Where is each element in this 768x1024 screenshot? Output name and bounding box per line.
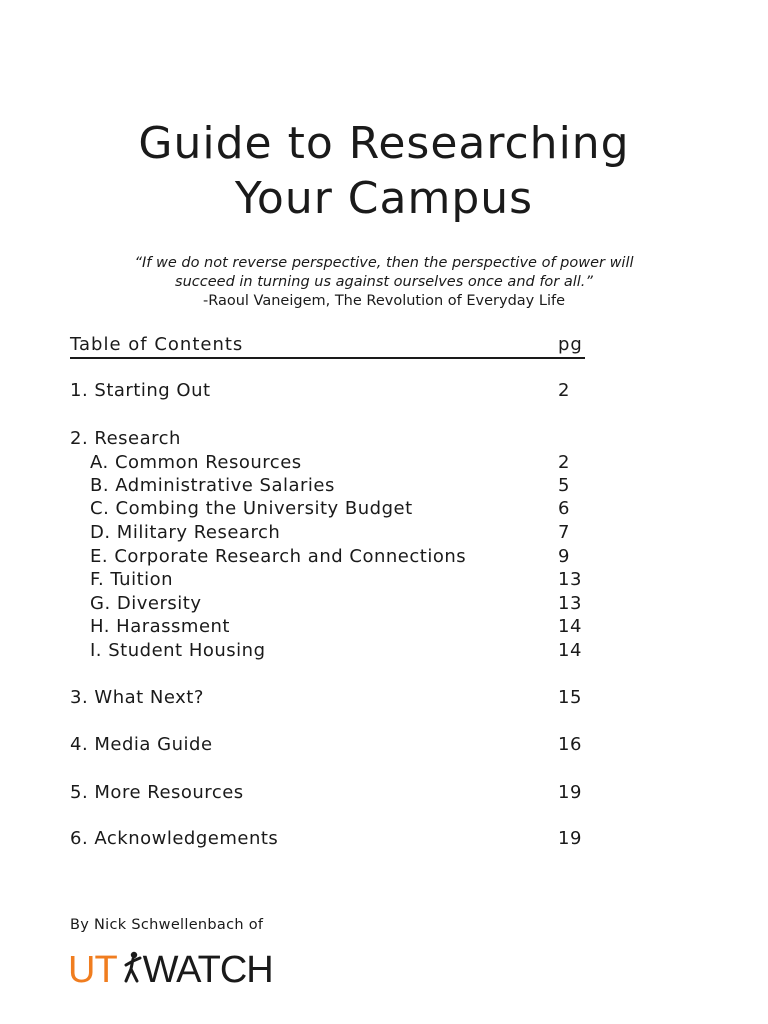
epigraph-quote-line-1: “If we do not reverse perspective, then the perspective of power will xyxy=(134,255,634,271)
toc-entry-label: D. Military Research xyxy=(90,522,281,543)
toc-entry-page: 7 xyxy=(558,522,570,543)
toc-entry xyxy=(0,380,768,402)
logo-ut-text: UT xyxy=(68,949,117,991)
toc-subentry xyxy=(0,498,768,520)
toc-entry-page: 13 xyxy=(558,569,582,590)
toc-entry-page: 9 xyxy=(558,546,570,567)
page-title xyxy=(0,116,768,226)
toc-entry-page: 14 xyxy=(558,616,582,637)
toc-entry-label: 4. Media Guide xyxy=(70,734,213,755)
toc-entry-page: 15 xyxy=(558,687,582,708)
epigraph-quote-line-2: succeed in turning us against ourselves once and for all.” xyxy=(175,274,593,290)
epigraph xyxy=(0,254,768,311)
toc-entry-label: 3. What Next? xyxy=(70,687,204,708)
toc-header xyxy=(70,333,585,359)
toc-subentry xyxy=(0,616,768,638)
toc-entry-label: F. Tuition xyxy=(90,569,174,590)
toc-entry-label: C. Combing the University Budget xyxy=(90,498,413,519)
toc-entry-page: 2 xyxy=(558,380,570,401)
toc-subentry xyxy=(0,546,768,568)
toc-entry-page: 14 xyxy=(558,640,582,661)
toc-entry-label: 5. More Resources xyxy=(70,782,244,803)
epigraph-attribution: -Raoul Vaneigem, The Revolution of Everyday Life xyxy=(202,293,566,309)
toc-entry xyxy=(0,428,768,450)
marching-figure-icon xyxy=(123,950,143,984)
toc-entry xyxy=(0,687,768,709)
toc-entry-page: 16 xyxy=(558,734,582,755)
toc-subentry xyxy=(0,475,768,497)
toc-subentry xyxy=(0,522,768,544)
logo-watch-text: WATCH xyxy=(142,949,273,991)
toc-entry-label: 1. Starting Out xyxy=(70,380,211,401)
toc-heading: Table of Contents xyxy=(70,334,244,355)
toc-entry-page: 2 xyxy=(558,452,570,473)
ut-watch-logo xyxy=(68,950,273,990)
toc-entry-label: A. Common Resources xyxy=(90,452,302,473)
toc-entry xyxy=(0,734,768,756)
toc-entry-label: 6. Acknowledgements xyxy=(70,828,279,849)
toc-entry-page: 19 xyxy=(558,828,582,849)
toc-entry-label: I. Student Housing xyxy=(90,640,266,661)
toc-entry-page: 5 xyxy=(558,475,570,496)
toc-entry-label: 2. Research xyxy=(70,428,181,449)
toc-entry-label: E. Corporate Research and Connections xyxy=(90,546,467,567)
title-line-1: Guide to Researching xyxy=(138,118,630,169)
author-credit: By Nick Schwellenbach of xyxy=(70,917,264,933)
toc-entry-page: 19 xyxy=(558,782,582,803)
toc-entry xyxy=(0,828,768,850)
toc-entry-page: 6 xyxy=(558,498,570,519)
toc-entry-label: H. Harassment xyxy=(90,616,230,637)
toc-page-heading: pg xyxy=(558,334,583,355)
toc-subentry xyxy=(0,640,768,662)
toc-entry-label: B. Administrative Salaries xyxy=(90,475,335,496)
toc-subentry xyxy=(0,569,768,591)
toc-subentry xyxy=(0,593,768,615)
toc-entry xyxy=(0,782,768,804)
title-line-2: Your Campus xyxy=(234,173,534,224)
toc-entry-page: 13 xyxy=(558,593,582,614)
toc-entry-label: G. Diversity xyxy=(90,593,202,614)
toc-subentry xyxy=(0,452,768,474)
